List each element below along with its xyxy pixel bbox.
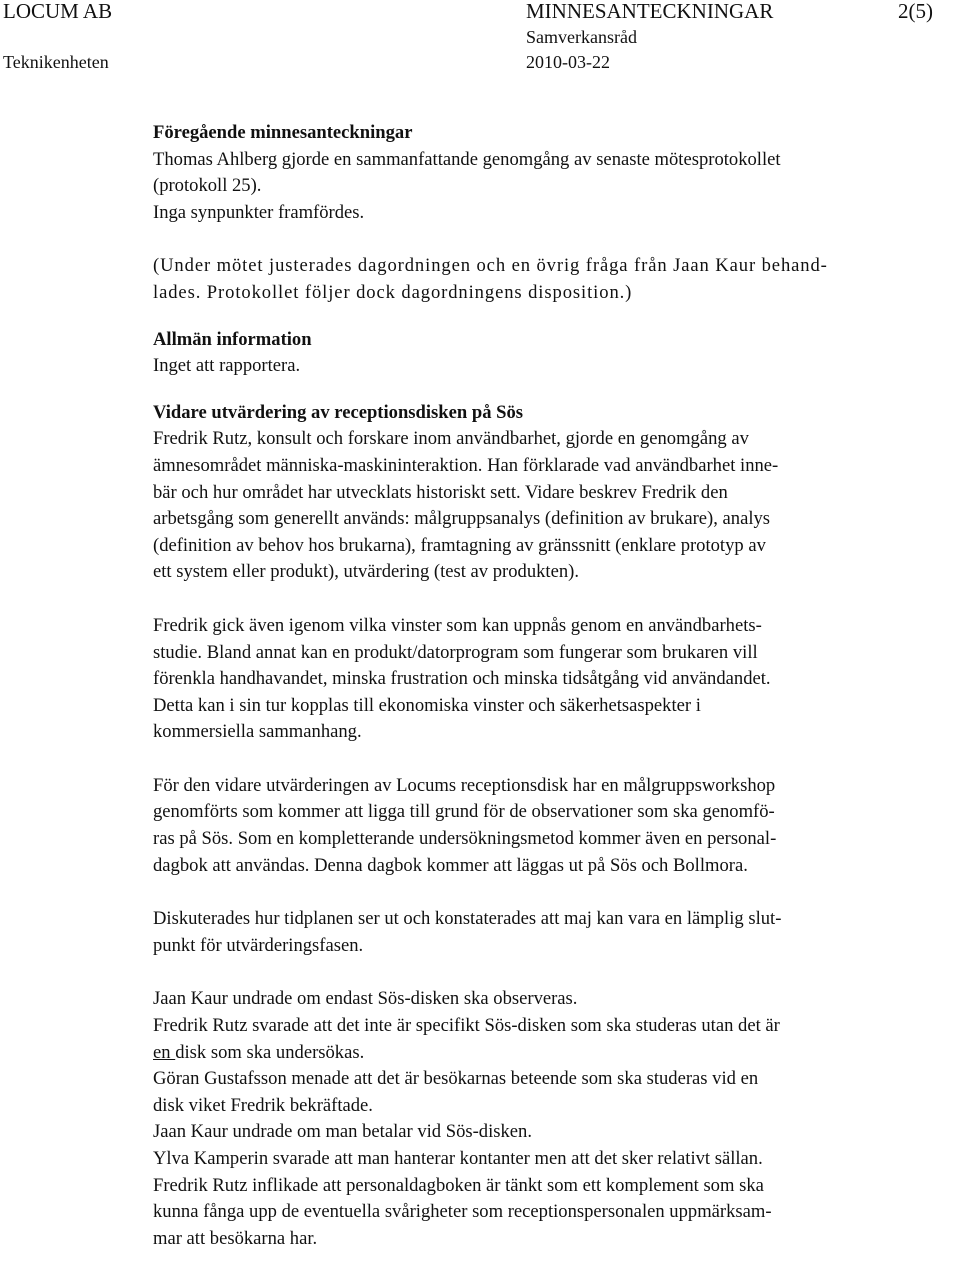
text-line: Fredrik gick även igenom vilka vinster som kan uppnås genom en användbarhets- [153,614,762,636]
text-line: Detta kan i sin tur kopplas till ekonomiska vinster och säkerhetsaspekter i [153,694,701,716]
dialogue-line: Jaan Kaur undrade om endast Sös-disken ska observeras. [153,988,578,1010]
text-line: (protokoll 25). [153,175,262,197]
text-line: kommersiella sammanhang. [153,721,362,743]
meeting-date: 2010-03-22 [526,52,610,72]
text-line: Thomas Ahlberg gjorde en sammanfattande genomgång av senaste mötesprotokollet [153,148,781,170]
dialogue-line: Fredrik Rutz inflikade att personaldagboken är tänkt som ett komplement som ska [153,1174,764,1196]
dialogue-line: Ylva Kamperin svarade att man hanterar kontanter men att det sker relativt sällan. [153,1148,763,1169]
dialogue-line [153,1040,933,1067]
dialogue-line: Fredrik Rutz svarade att det inte är specifikt Sös-disken som ska studeras utan det är [153,1015,780,1037]
agenda-note [153,253,933,306]
text-line: studie. Bland annat kan en produkt/datorprogram som fungerar som brukaren vill [153,641,758,663]
text-line: Inga synpunkter framfördes. [153,201,365,223]
document-body [153,120,933,1252]
section-general-info [153,327,933,380]
text-line: Fredrik Rutz, konsult och forskare inom användbarhet, gjorde en genomgång av [153,428,749,450]
text-line: genomförts som kommer att ligga till grund för de observationer som ska genomfö- [153,801,775,823]
section-heading: Föregående minnesanteckningar [153,122,413,143]
text-line: (Under mötet justerades dagordningen och en övrig fråga från Jaan Kaur behand- [153,255,828,277]
text-line: ras på Sös. Som en kompletterande undersökningsmetod kommer även en personal- [153,828,777,850]
text-line: För den vidare utvärderingen av Locums receptionsdisk har en målgruppsworkshop [153,774,776,796]
text-line: arbetsgång som generellt används: målgruppsanalys (definition av brukare), analys [153,508,771,530]
document-type: MINNESANTECKNINGAR [526,0,774,23]
text-line: Inget att rapportera. [153,355,301,377]
text-line: Diskuterades hur tidplanen ser ut och konstaterades att maj kan vara en lämplig slut- [153,908,782,930]
text-line: ett system eller produkt), utvärdering (test av produkten). [153,561,579,583]
text-line: punkt för utvärderingsfasen. [153,934,364,956]
text-line: bär och hur området har utvecklats historiskt sett. Vidare beskrev Fredrik den [153,481,728,503]
dialogue-line: kunna fånga upp de eventuella svårigheter som receptionspersonalen uppmärksam- [153,1201,772,1223]
company-name: LOCUM AB [3,0,113,23]
text-line: dagbok att användas. Denna dagbok kommer att läggas ut på Sös och Bollmora. [153,854,748,876]
section-previous-notes [153,120,933,226]
dialogue-line: disk viket Fredrik bekräftade. [153,1094,373,1116]
dialogue-text: disk som ska undersökas. [175,1041,365,1063]
dialogue-line: Jaan Kaur undrade om man betalar vid Sös-disken. [153,1121,533,1143]
dialogue-line: mar att besökarna har. [153,1227,318,1249]
page-number: 2(5) [898,0,933,23]
section-heading: Allmän information [153,328,312,350]
meeting-name: Samverkansråd [526,27,637,47]
text-line: förenkla handhavandet, minska frustration och minska tidsåtgång vid användandet. [153,668,771,690]
text-line: (definition av behov hos brukarna), framtagning av gränssnitt (enklare prototyp av [153,534,766,556]
underlined-word: en [153,1041,176,1063]
dialogue-line: Göran Gustafsson menade att det är besökarnas beteende som ska studeras vid en [153,1068,759,1090]
text-line: ämnesområdet människa-maskininteraktion. Han förklarade vad användbarhet inne- [153,454,779,476]
section-evaluation [153,400,933,1253]
text-line: lades. Protokollet följer dock dagordningens disposition.) [153,281,633,303]
department: Teknikenheten [3,52,109,72]
section-heading: Vidare utvärdering av receptionsdisken på Sös [153,401,524,423]
